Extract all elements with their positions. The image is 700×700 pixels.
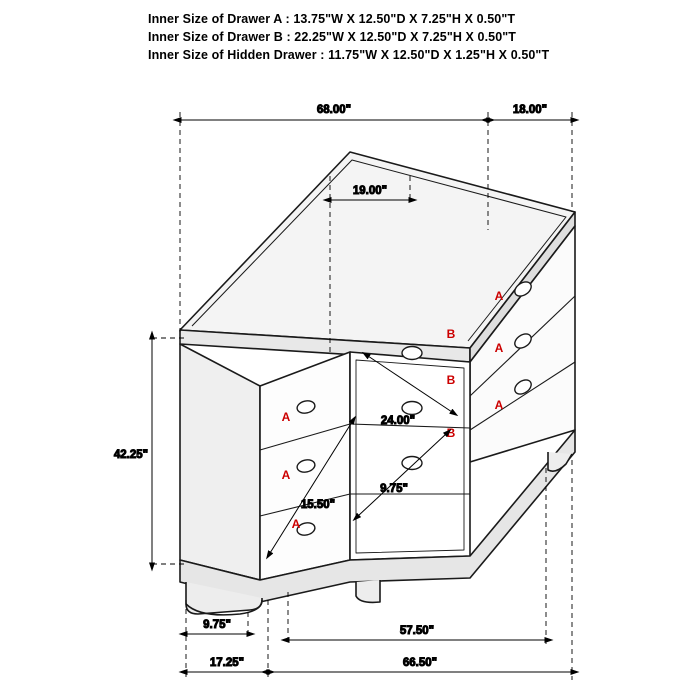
drawer-label-left-bottom: A: [291, 517, 301, 531]
dim-label-975-foot: 9.75": [203, 619, 231, 631]
dim-label-2400: 24.00": [380, 415, 416, 427]
spec-line-drawer-b: Inner Size of Drawer B : 22.25"W X 12.50"D X 7.25"H X 0.50"T: [148, 30, 517, 44]
dim-label-4225: 42.25": [113, 449, 149, 461]
dim-label-5750: 57.50": [399, 625, 435, 637]
dim-label-1550: 15.50": [300, 499, 336, 511]
dim-label-19: 19.00": [352, 185, 388, 197]
drawer-label-center-bottom: B: [446, 426, 456, 440]
dresser-illustration: [180, 152, 575, 615]
foot-right: [548, 452, 572, 471]
dim-label-18: 18.00": [512, 104, 548, 116]
drawer-label-right-top: A: [494, 289, 504, 303]
drawer-label-left-middle: A: [281, 468, 291, 482]
foot-center: [356, 580, 380, 602]
drawer-label-center-middle: B: [446, 373, 456, 387]
drawer-label-center-top: B: [446, 327, 456, 341]
pull-center-bottom: [402, 457, 422, 470]
drawer-label-left-top: A: [281, 410, 291, 424]
pull-center-middle: [402, 402, 422, 415]
drawer-label-right-middle: A: [494, 341, 504, 355]
dresser-left-side-panel: [180, 344, 260, 580]
dim-label-6650: 66.50": [402, 657, 438, 669]
dim-label-1725: 17.25": [209, 657, 245, 669]
spec-line-hidden-drawer: Inner Size of Hidden Drawer : 11.75"W X 12.50"D X 1.25"H X 0.50"T: [148, 48, 550, 62]
pull-center-top: [402, 347, 422, 360]
spec-line-drawer-a: Inner Size of Drawer A : 13.75"W X 12.50"D X 7.25"H X 0.50"T: [148, 12, 516, 26]
dim-label-68: 68.00": [316, 104, 352, 116]
dim-label-975-drawer: 9.75": [380, 483, 408, 495]
drawer-label-right-bottom: A: [494, 398, 504, 412]
